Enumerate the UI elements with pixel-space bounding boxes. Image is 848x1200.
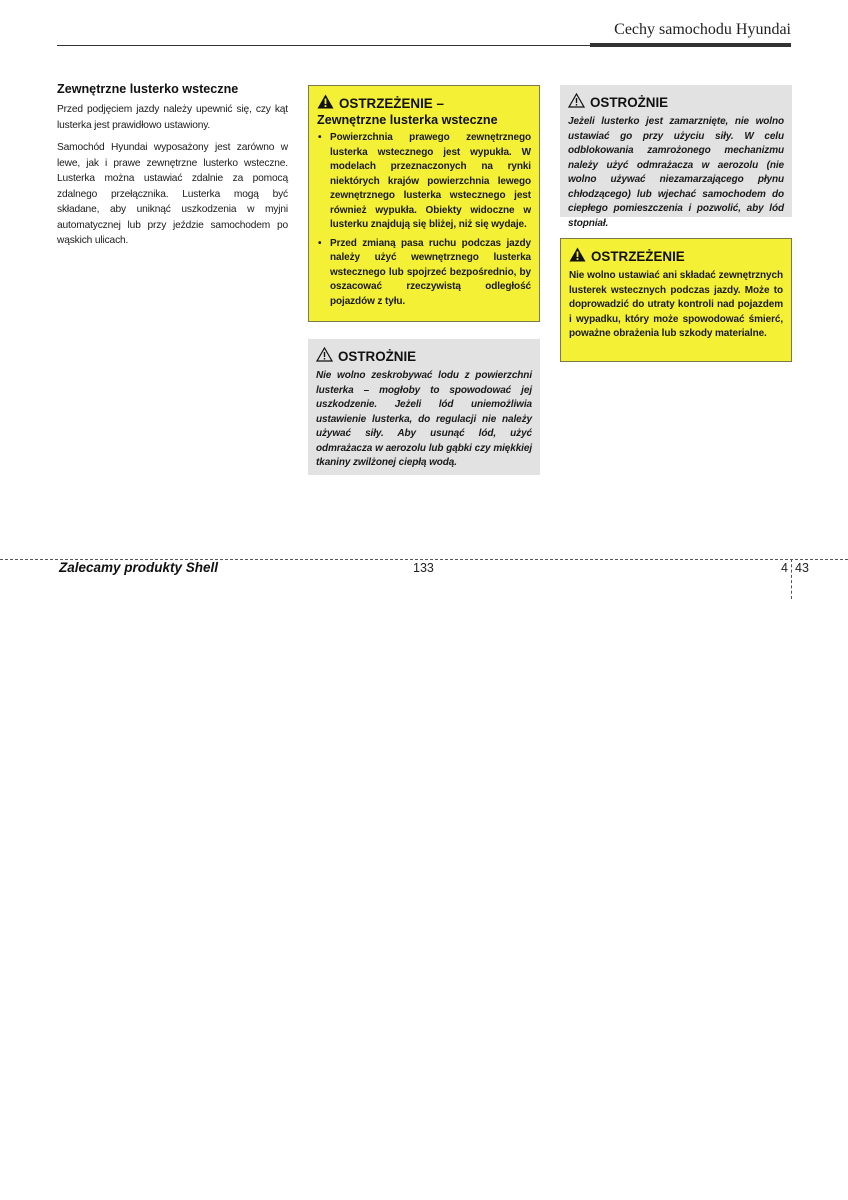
footer-page-counter: 133	[413, 561, 434, 575]
warning-box-header	[569, 247, 783, 266]
paragraph: Samochód Hyundai wyposażony jest zarówno w lewe, jak i prawe zewnętrzne lusterko wsteczne. Lusterka można ustawiać zdalnie za pomocą zdalnego przełącznika. Lusterka mogą być składane, aby uniknąć uszkodzenia w myjni automatycznej lub przy jeździe samochodem po wąskich ulicach.	[57, 142, 288, 246]
footer-dashed-divider	[791, 559, 792, 599]
header-rule	[57, 45, 592, 46]
section-title: Zewnętrzne lusterko wsteczne	[57, 82, 239, 96]
warning-triangle-outline-icon	[316, 347, 338, 366]
caution-box-header	[568, 93, 784, 112]
warning-list-item: • Powierzchnia prawego zewnętrznego lusterka wstecznego jest wypukła. W modelach przeznaczonych na rynki niektórych krajów powierzchnia lewego zewnętrznego lusterka wstecznego jest również wypukła. Obiekty widoczne w lusterku znajdują się bliżej, niż się wydaje.	[317, 131, 531, 233]
warning-text: Nie wolno ustawiać ani składać zewnętrznych lusterek wstecznych podczas jazdy. Może to doprowadzić do utraty kontroli nad pojazdem i wypadku, który może spowodować śmierć, poważne obrażenia lub szkody materialne.	[569, 270, 783, 339]
warning-box-header	[317, 94, 531, 113]
warning-title: OSTRZEŻENIE	[591, 248, 685, 264]
warning-triangle-filled-icon	[569, 247, 591, 266]
warning-triangle-filled-icon	[317, 94, 339, 113]
footer-chapter-number: 4	[781, 561, 788, 575]
warning-subtitle: Zewnętrzne lusterka wsteczne	[317, 113, 498, 127]
header-rule-thick	[590, 43, 791, 47]
warning-box-mirrors	[308, 85, 540, 322]
running-header: Cechy samochodu Hyundai	[614, 21, 791, 38]
warning-title: OSTRZEŻENIE –	[339, 95, 444, 111]
footer-shell-note: Zalecamy produkty Shell	[59, 560, 219, 575]
caution-title: OSTROŻNIE	[338, 348, 417, 364]
caution-box-frozen-mirror	[560, 85, 792, 229]
warning-triangle-outline-icon	[568, 93, 590, 112]
caution-box-header	[316, 347, 532, 366]
warning-box-folding	[560, 238, 792, 362]
main-text-column	[57, 82, 288, 256]
caution-title: OSTROŻNIE	[590, 94, 669, 110]
warning-list-item: • Przed zmianą pasa ruchu podczas jazdy należy użyć wewnętrznego lusterka wstecznego lub spojrzeć bezpośrednio, by oszacować rzeczywistą odległość pojazdów z tyłu.	[317, 237, 531, 310]
paragraph: Przed podjęciem jazdy należy upewnić się, czy kąt lusterka jest prawidłowo ustawiony.	[57, 104, 288, 131]
footer-page-number: 43	[795, 561, 809, 575]
warning-list	[317, 131, 531, 309]
caution-text: Nie wolno zeskrobywać lodu z powierzchni lusterka – mogłoby to spowodować jej uszkodzenie. Jeżeli lód uniemożliwia ustawienie lusterka, do regulacji nie należy używać siły. Aby usunąć lód, użyć odmrażacza w aerozolu lub gąbki czy miękkiej tkaniny zwilżonej ciepłą wodą.	[316, 370, 532, 468]
caution-box-ice-scraping	[308, 339, 540, 475]
caution-text: Jeżeli lusterko jest zamarznięte, nie wolno ustawiać go przy użyciu siły. W celu odblokowania zamrożonego mechanizmu należy użyć odmrażacza w aerozolu (nie wolno używać niezamarzającego płynu chłodzącego) lub wjechać samochodem do ciepłego pomieszczenia i pozwolić, aby lód stopniał.	[568, 116, 784, 229]
